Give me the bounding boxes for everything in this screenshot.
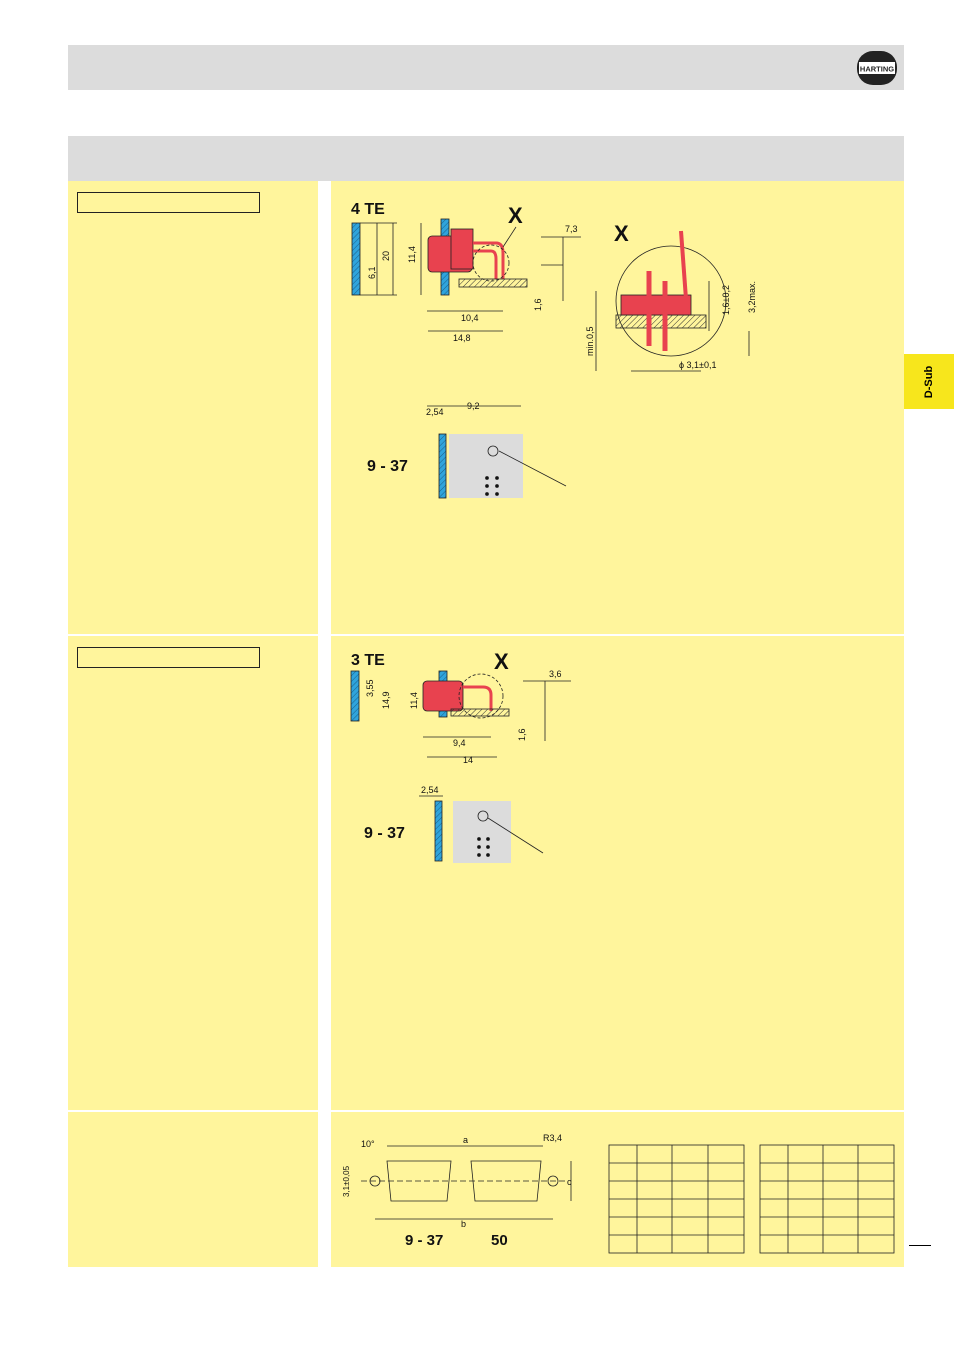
svg-text:3,1±0,05: 3,1±0,05	[342, 1165, 351, 1197]
svg-text:3 TE: 3 TE	[351, 652, 385, 669]
svg-text:HARTING: HARTING	[859, 64, 895, 74]
drawing-4te	[351, 201, 757, 371]
svg-text:50: 50	[491, 1232, 508, 1249]
svg-text:9,2: 9,2	[467, 401, 480, 411]
svg-text:6,1: 6,1	[367, 266, 377, 279]
svg-text:ϕ 3,1±0,1: ϕ 3,1±0,1	[679, 360, 717, 370]
svg-text:10,4: 10,4	[461, 313, 479, 323]
svg-text:b: b	[461, 1219, 467, 1229]
svg-text:3,55: 3,55	[365, 679, 375, 697]
svg-text:20: 20	[381, 250, 391, 261]
svg-text:c: c	[567, 1177, 572, 1187]
svg-text:2,54: 2,54	[426, 407, 444, 417]
svg-text:11,4: 11,4	[409, 692, 419, 709]
svg-text:min.0,5: min.0,5	[585, 326, 595, 356]
drawing-3te	[351, 649, 571, 765]
drawing-cutout	[342, 1133, 572, 1249]
drawing-pattern-2	[364, 785, 543, 863]
svg-text:9,4: 9,4	[453, 738, 466, 748]
svg-text:10°: 10°	[361, 1139, 375, 1149]
svg-text:1,6: 1,6	[517, 728, 527, 741]
svg-text:11,4: 11,4	[407, 246, 417, 263]
svg-text:9 - 37: 9 - 37	[364, 825, 405, 842]
svg-text:14,9: 14,9	[381, 691, 391, 709]
side-tab-dsub[interactable]: D-Sub	[904, 354, 954, 409]
svg-text:1,6±0,2: 1,6±0,2	[721, 285, 731, 315]
svg-text:14: 14	[463, 755, 474, 765]
page-number-line	[909, 1245, 931, 1246]
label-box	[77, 647, 260, 668]
svg-text:1,6: 1,6	[533, 298, 543, 311]
svg-text:X: X	[614, 221, 629, 246]
svg-text:14,8: 14,8	[453, 333, 471, 343]
header-bar	[68, 45, 904, 90]
dimension-table-right	[760, 1145, 894, 1253]
drawing-pattern-1	[367, 401, 566, 498]
svg-text:R3,4: R3,4	[543, 1133, 563, 1143]
harting-logo	[855, 48, 899, 88]
svg-text:a: a	[463, 1135, 469, 1145]
svg-text:4 TE: 4 TE	[351, 201, 385, 218]
dimension-table-left	[609, 1145, 744, 1253]
svg-text:3,6: 3,6	[549, 669, 562, 679]
svg-text:7,3: 7,3	[565, 224, 578, 234]
svg-text:9 - 37: 9 - 37	[367, 458, 408, 475]
svg-text:X: X	[508, 203, 523, 228]
svg-text:2,54: 2,54	[421, 785, 439, 795]
svg-text:X: X	[494, 649, 509, 674]
svg-text:3,2max.: 3,2max.	[747, 280, 757, 313]
technical-drawings	[331, 181, 904, 1267]
label-box	[77, 192, 260, 213]
svg-text:9 - 37: 9 - 37	[405, 1232, 444, 1249]
section-title-bar	[68, 136, 904, 181]
left-column	[68, 181, 318, 1267]
